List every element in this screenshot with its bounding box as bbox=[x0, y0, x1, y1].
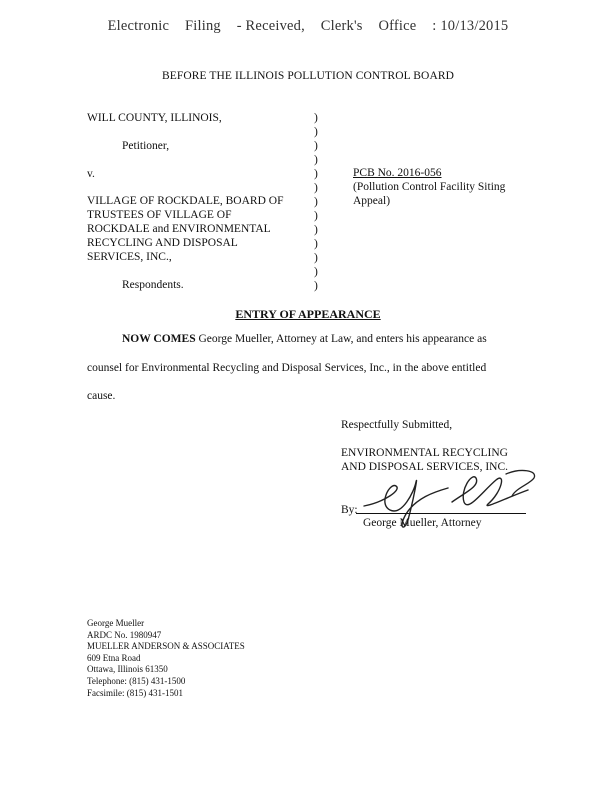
firm-line: ENVIRONMENTAL RECYCLING bbox=[341, 447, 508, 459]
stamp-kind: Filing bbox=[185, 18, 221, 34]
respondent-line: SERVICES, INC., bbox=[87, 251, 172, 263]
caption-paren: ) bbox=[314, 126, 318, 138]
contact-line: Ottawa, Illinois 61350 bbox=[87, 664, 168, 675]
document-heading: ENTRY OF APPEARANCE bbox=[235, 307, 381, 321]
respondent-line: VILLAGE OF ROCKDALE, BOARD OF bbox=[87, 195, 284, 207]
respondent-line: TRUSTEES OF VILLAGE OF bbox=[87, 209, 232, 221]
body-lead: NOW COMES bbox=[122, 333, 196, 345]
stamp-label: Electronic bbox=[107, 18, 170, 34]
caption-paren: ) bbox=[314, 140, 318, 152]
caption-paren: ) bbox=[314, 238, 318, 250]
filing-stamp bbox=[0, 18, 616, 35]
case-number: PCB No. 2016-056 bbox=[353, 167, 442, 179]
petitioner-name: WILL COUNTY, ILLINOIS, bbox=[87, 112, 222, 124]
caption-paren: ) bbox=[314, 182, 318, 194]
case-type-line: (Pollution Control Facility Siting bbox=[353, 181, 506, 193]
contact-line: 609 Etna Road bbox=[87, 652, 141, 663]
caption-paren: ) bbox=[314, 252, 318, 264]
signer-name: George Mueller, Attorney bbox=[363, 517, 482, 529]
board-title: BEFORE THE ILLINOIS POLLUTION CONTROL BOARD bbox=[161, 70, 455, 82]
body-line-2: counsel for Environmental Recycling and Disposal Services, Inc., in the above entitled bbox=[87, 362, 487, 374]
stamp-office-a: Clerk's bbox=[320, 18, 363, 34]
stamp-office-b: Office bbox=[378, 18, 417, 34]
versus: v. bbox=[87, 168, 95, 180]
caption-paren: ) bbox=[314, 280, 318, 292]
respondent-line: RECYCLING AND DISPOSAL bbox=[87, 237, 238, 249]
caption-paren: ) bbox=[314, 266, 318, 278]
stamp-date: : 10/13/2015 bbox=[432, 18, 509, 34]
closing: Respectfully Submitted, bbox=[341, 419, 453, 431]
body-line-3: cause. bbox=[87, 390, 116, 402]
firm-line: AND DISPOSAL SERVICES, INC. bbox=[341, 461, 509, 473]
body-line-1-rest: George Mueller, Attorney at Law, and enters his appearance as bbox=[195, 333, 487, 345]
contact-line: ARDC No. 1980947 bbox=[87, 629, 162, 640]
case-type-line: Appeal) bbox=[353, 195, 391, 207]
respondent-role: Respondents. bbox=[122, 279, 184, 291]
contact-line: Facsimile: (815) 431-1501 bbox=[87, 687, 183, 698]
caption-paren: ) bbox=[314, 224, 318, 236]
caption-paren: ) bbox=[314, 154, 318, 166]
attorney-contact-block bbox=[87, 618, 245, 699]
caption-paren: ) bbox=[314, 210, 318, 222]
caption-paren: ) bbox=[314, 196, 318, 208]
caption-paren: ) bbox=[314, 168, 318, 180]
petitioner-role: Petitioner, bbox=[122, 140, 170, 152]
stamp-status: - Received, bbox=[236, 18, 305, 34]
contact-line: MUELLER ANDERSON & ASSOCIATES bbox=[87, 641, 245, 652]
caption-paren: ) bbox=[314, 112, 318, 124]
body-line-1 bbox=[122, 333, 529, 345]
contact-line: Telephone: (815) 431-1500 bbox=[87, 675, 186, 686]
contact-line: George Mueller bbox=[87, 618, 145, 628]
signature-line bbox=[356, 513, 526, 514]
by-label: By: bbox=[341, 504, 358, 516]
respondent-line: ROCKDALE and ENVIRONMENTAL bbox=[87, 223, 271, 235]
